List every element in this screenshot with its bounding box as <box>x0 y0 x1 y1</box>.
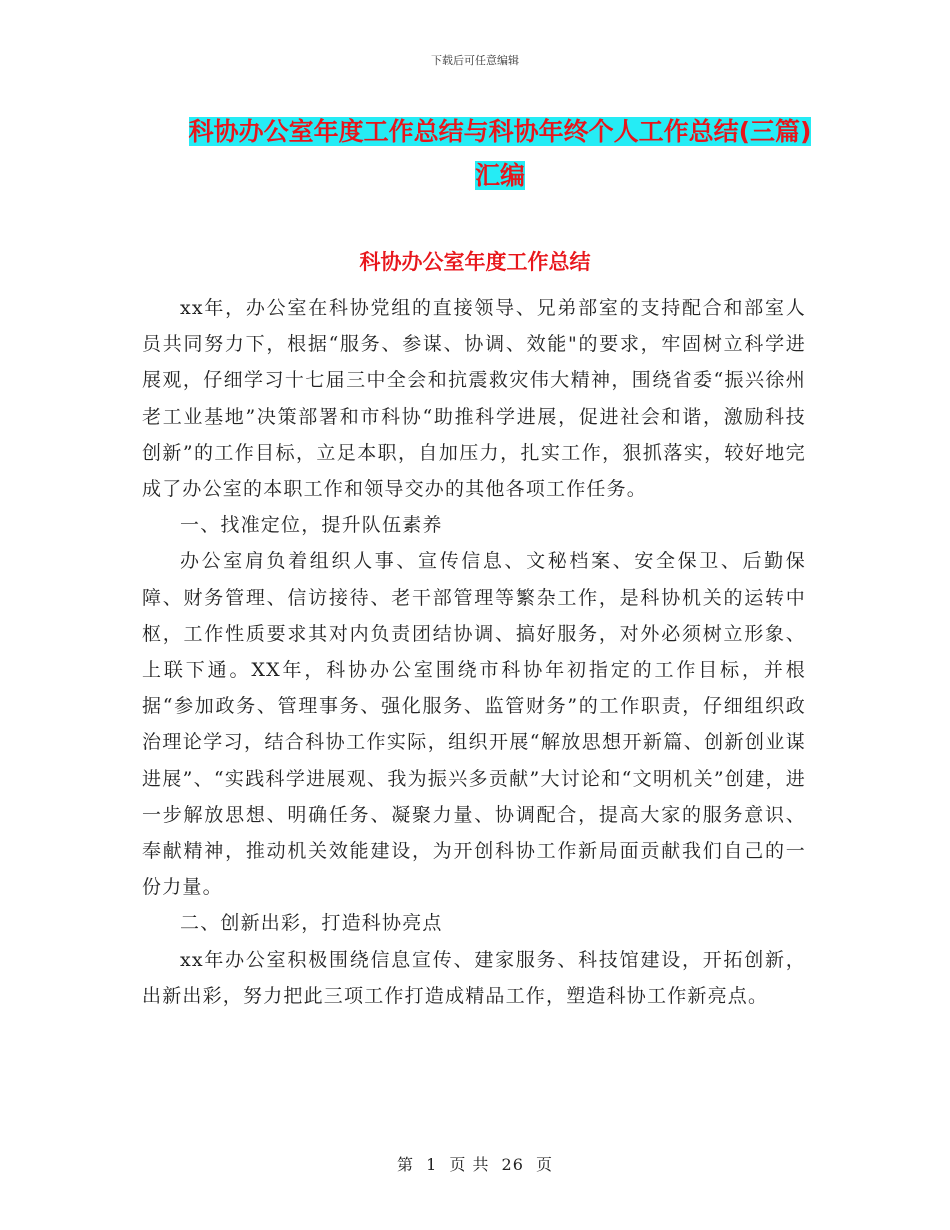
heading-one: 一、找准定位，提升队伍素养 <box>180 514 443 537</box>
footer-page-number: 1 <box>426 1155 438 1174</box>
document-title <box>180 110 820 198</box>
document-title-text: 科协办公室年度工作总结与科协年终个人工作总结(三篇)汇编 <box>188 117 812 190</box>
footer-total-pages: 26 <box>501 1155 524 1174</box>
document-body <box>142 290 806 1014</box>
section-title: 科协办公室年度工作总结 <box>359 250 591 274</box>
footer-prefix: 第 <box>396 1155 414 1174</box>
paragraph-two: xx年办公室积极围绕信息宣传、建家服务、科技馆建设，开拓创新，出新出彩，努力把此三项工作打造成精品工作，塑造科协工作新亮点。 <box>142 948 806 1007</box>
paragraph-intro: xx年，办公室在科协党组的直接领导、兄弟部室的支持配合和部室人员共同努力下，根据“服务、参谋、协调、效能"的要求，牢固树立科学进展观，仔细学习十七届三中全会和抗震救灾伟大精神，围绕省委“振兴徐州老工业基地”决策部署和市科协“助推科学进展，促进社会和谐，激励科技创新”的工作目标，立足本职，自加压力，扎实工作，狠抓落实，较好地完成了办公室的本职工作和领导交办的其他各项工作任务。 <box>142 297 806 501</box>
heading-two: 二、创新出彩，打造科协亮点 <box>180 912 443 935</box>
footer-middle: 页 共 <box>449 1155 490 1174</box>
footer-suffix: 页 <box>536 1155 554 1174</box>
header-note: 下载后可任意编辑 <box>431 54 519 67</box>
page-footer <box>0 1155 950 1175</box>
paragraph-one: 办公室肩负着组织人事、宣传信息、文秘档案、安全保卫、后勤保障、财务管理、信访接待、老干部管理等繁杂工作，是科协机关的运转中枢，工作性质要求其对内负责团结协调、搞好服务，对外必须树立形象、上联下通。XX年，科协办公室围绕市科协年初指定的工作目标，并根据“参加政务、管理事务、强化服务、监管财务”的工作职责，仔细组织政治理论学习，结合科协工作实际，组织开展“解放思想开新篇、创新创业谋进展”、“实践科学进展观、我为振兴多贡献”大讨论和“文明机关”创建，进一步解放思想、明确任务、凝聚力量、协调配合，提高大家的服务意识、奉献精神，推动机关效能建设，为开创科协工作新局面贡献我们自己的一份力量。 <box>142 550 806 899</box>
